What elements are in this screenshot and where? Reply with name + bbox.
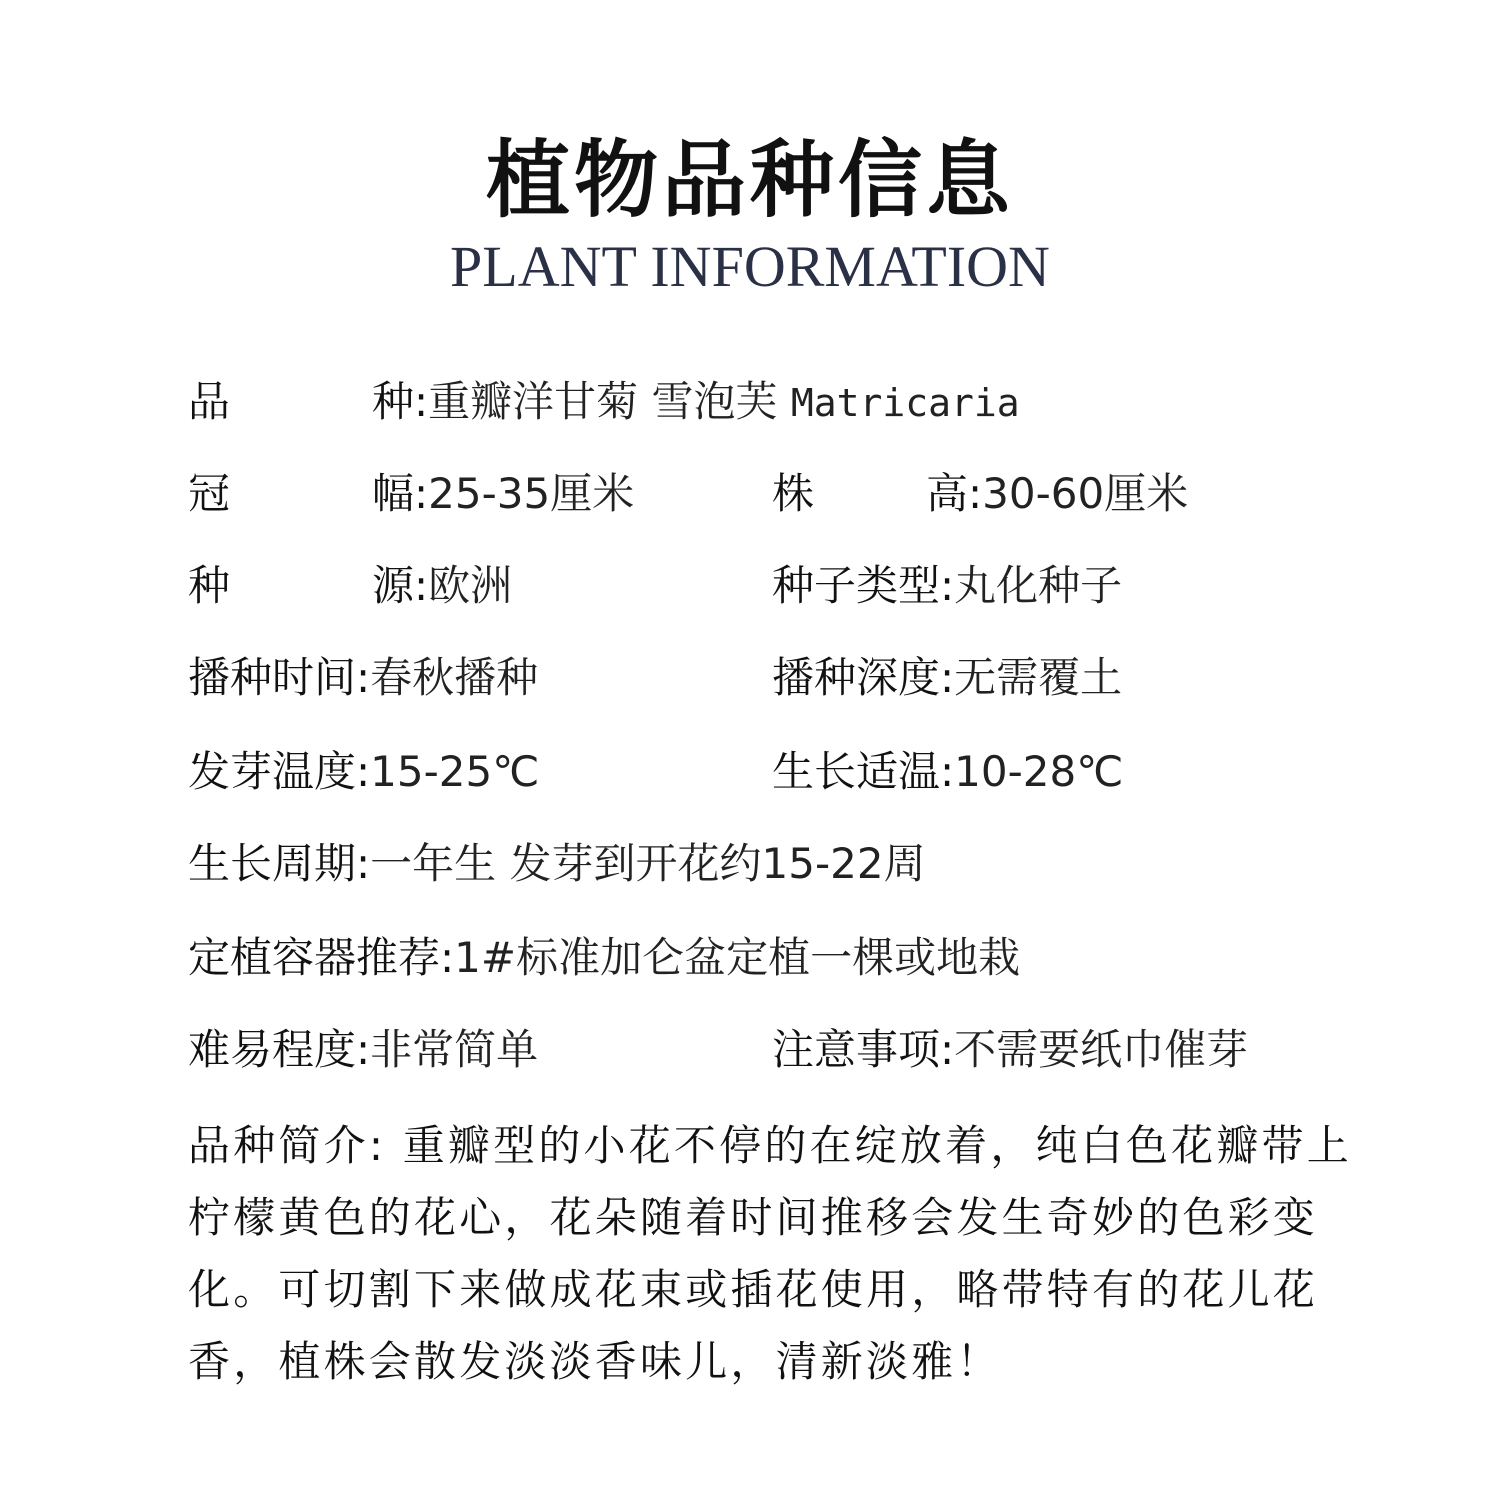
germ-temp-colon: : [356, 747, 371, 796]
container-label: 定植容器推荐 [188, 933, 441, 982]
seed-type-value: 丸化种子 [954, 561, 1123, 610]
notes-field [772, 1022, 1248, 1078]
crown-value: 25-35厘米 [428, 469, 635, 518]
germ-temp-field [188, 744, 539, 800]
difficulty-colon: : [356, 1025, 371, 1074]
variety-value-cn: 重瓣洋甘菊 雪泡芙 [428, 377, 791, 426]
sow-depth-field [772, 650, 1122, 706]
variety-colon: : [414, 377, 429, 426]
difficulty-value: 非常简单 [370, 1025, 539, 1074]
sow-depth-colon: : [940, 653, 955, 702]
sow-time-colon: : [356, 653, 371, 702]
variety-label: 品 种 [188, 377, 414, 426]
height-colon: : [968, 469, 983, 518]
description-label: 品种简介 [188, 1121, 369, 1170]
sow-depth-value: 无需覆土 [954, 653, 1123, 702]
seed-type-colon: : [940, 561, 955, 610]
sow-time-value: 春秋播种 [370, 653, 539, 702]
description-colon: : [368, 1121, 403, 1170]
cycle-value: 一年生 发芽到开花约15-22周 [370, 839, 926, 888]
germ-temp-label: 发芽温度 [188, 747, 357, 796]
seed-type-label: 种子类型 [772, 561, 941, 610]
crown-label: 冠 幅 [188, 469, 414, 518]
variety-value [428, 374, 1019, 431]
height-value: 30-60厘米 [982, 469, 1189, 518]
crown-colon: : [414, 469, 429, 518]
container-field [188, 930, 1020, 986]
notes-label: 注意事项 [772, 1025, 941, 1074]
sow-time-label: 播种时间 [188, 653, 357, 702]
origin-field [188, 558, 512, 614]
container-colon: : [440, 933, 455, 982]
container-value: 1#标准加仑盆定植一棵或地栽 [454, 933, 1021, 982]
grow-temp-field [772, 744, 1123, 800]
sow-time-field [188, 650, 538, 706]
page-title-cn: 植物品种信息 [485, 131, 1014, 229]
grow-temp-value: 10-28℃ [954, 747, 1124, 796]
description-text: 重瓣型的小花不停的在绽放着，纯白色花瓣带上柠檬黄色的花心，花朵随着时间推移会发生奇妙的色彩变化。可切割下来做成花束或插花使用，略带特有的花儿花香，植株会散发淡淡香味儿，清新淡雅！ [188, 1121, 1352, 1386]
crown-field [188, 466, 634, 522]
height-field [772, 466, 1188, 522]
difficulty-field [188, 1022, 538, 1078]
cycle-colon: : [356, 839, 371, 888]
cycle-field [188, 836, 926, 892]
notes-colon: : [940, 1025, 955, 1074]
notes-value: 不需要纸巾催芽 [954, 1025, 1249, 1074]
germ-temp-value: 15-25℃ [370, 747, 540, 796]
variety-description [188, 1110, 1388, 1398]
origin-colon: : [414, 561, 429, 610]
origin-label: 种 源 [188, 561, 414, 610]
variety-field [188, 374, 1020, 431]
origin-value: 欧洲 [428, 561, 513, 610]
seed-type-field [772, 558, 1122, 614]
variety-value-latin: Matricaria [790, 381, 1020, 425]
sow-depth-label: 播种深度 [772, 653, 941, 702]
page-title-en: PLANT INFORMATION [450, 234, 1050, 299]
difficulty-label: 难易程度 [188, 1025, 357, 1074]
grow-temp-colon: : [940, 747, 955, 796]
grow-temp-label: 生长适温 [772, 747, 941, 796]
height-label: 株 高 [772, 469, 968, 518]
cycle-label: 生长周期 [188, 839, 357, 888]
